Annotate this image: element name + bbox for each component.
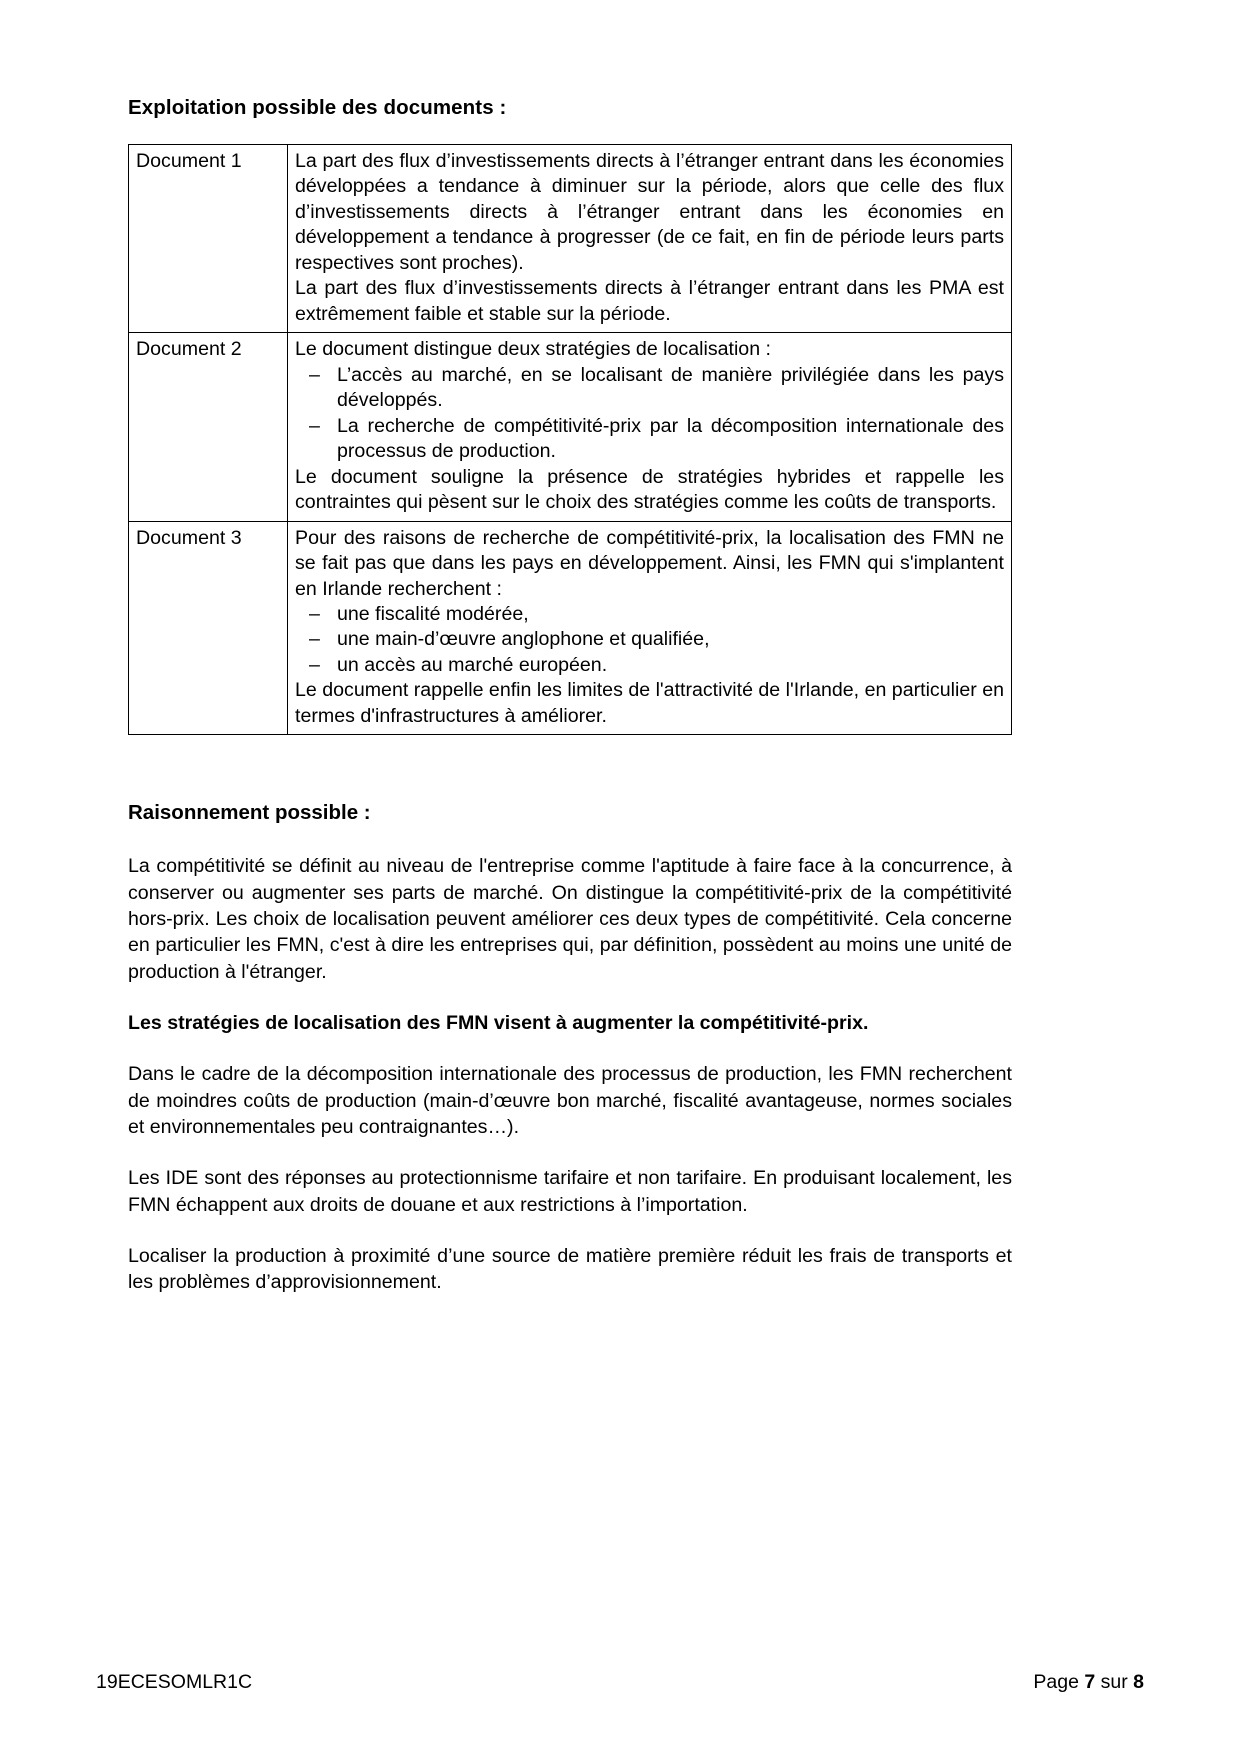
document-list: [295, 363, 1004, 465]
document-paragraph: La part des flux d’investissements directs à l’étranger entrant dans les économies développées a tendance à diminuer sur la période, alors que celle des flux d’investissements directs à l’étranger entrant dans les économies en développement a tendance à progresser (de ce fait, en fin de période leurs parts respectives sont proches).: [295, 150, 1004, 274]
footer-reference: 19ECESOMLR1C: [96, 1671, 253, 1693]
document-paragraph: Pour des raisons de recherche de compétitivité-prix, la localisation des FMN ne se fait pas que dans les pays en développement. Ainsi, les FMN qui s'implantent en Irlande recherchent :: [295, 526, 1004, 600]
footer-page-middle: sur: [1100, 1671, 1128, 1693]
documents-table: [128, 144, 1012, 735]
reasoning-intro: La compétitivité se définit au niveau de l'entreprise comme l'aptitude à faire face à la concurrence, à conserver ou augmenter ses parts de marché. On distingue la compétitivité-prix de la compétitivité hors-prix. Les choix de localisation peuvent améliorer ces deux types de compétitivité. Cela concerne en particulier les FMN, c'est à dire les entreprises qui, par définition, possèdent au moins une unité de production à l'étranger.: [128, 855, 1012, 983]
dash-bullet-icon: –: [309, 602, 320, 625]
footer-page-number: 7: [1084, 1671, 1096, 1693]
list-item-label: un accès au marché européen.: [337, 653, 608, 676]
reasoning-heading: Les stratégies de localisation des FMN visent à augmenter la compétitivité-prix.: [128, 1012, 869, 1035]
list-item-label: La recherche de compétitivité-prix par la décomposition internationale des processus de production.: [337, 414, 1004, 463]
document-label: Document 1: [129, 145, 288, 333]
reasoning-paragraph-2: Les IDE sont des réponses au protectionnisme tarifaire et non tarifaire. En produisant localement, les FMN échappent aux droits de douane et aux restrictions à l’importation.: [128, 1167, 1012, 1216]
spacer: [128, 985, 1012, 1010]
list-item-label: une main-d’œuvre anglophone et qualifiée,: [337, 628, 710, 651]
list-item: [295, 653, 1004, 678]
spacer: [128, 1218, 1012, 1243]
document-paragraph: Le document rappelle enfin les limites de l'attractivité de l'Irlande, en particulier en termes d'infrastructures à améliorer.: [295, 679, 1004, 727]
reasoning-paragraph-1: Dans le cadre de la décomposition internationale des processus de production, les FMN recherchent de moindres coûts de production (main-d’œuvre bon marché, fiscalité avantageuse, normes sociales et environnementales peu contraignantes…).: [128, 1063, 1012, 1139]
table-row: [129, 145, 1012, 333]
footer-page-total: 8: [1133, 1671, 1144, 1693]
list-item: [295, 414, 1004, 465]
document-body: [288, 333, 1012, 521]
document-paragraph: La part des flux d’investissements directs à l’étranger entrant dans les PMA est extrêmement faible et stable sur la période.: [295, 277, 1004, 325]
page-title: Exploitation possible des documents :: [128, 96, 507, 119]
footer-page-prefix: Page: [1033, 1671, 1079, 1693]
document-label: Document 2: [129, 333, 288, 521]
list-item: [295, 363, 1004, 414]
table-row: [129, 521, 1012, 735]
list-item: [295, 627, 1004, 652]
dash-bullet-icon: –: [309, 363, 320, 386]
list-item-label: L’accès au marché, en se localisant de manière privilégiée dans les pays développés.: [337, 363, 1004, 412]
footer-pagination: [1033, 1671, 1144, 1694]
list-item: [295, 602, 1004, 627]
dash-bullet-icon: –: [309, 653, 320, 676]
spacer: [128, 1036, 1012, 1061]
spacer: [128, 825, 1012, 853]
reasoning-paragraph-3: Localiser la production à proximité d’une source de matière première réduit les frais de transports et les problèmes d’approvisionnement.: [128, 1245, 1012, 1294]
document-body: [288, 145, 1012, 333]
document-list: [295, 602, 1004, 678]
table-row: [129, 333, 1012, 521]
spacer: [128, 1140, 1012, 1165]
page-content: [128, 96, 1012, 1296]
document-paragraph: Le document souligne la présence de stratégies hybrides et rappelle les contraintes qui pèsent sur le choix des stratégies comme les coûts de transports.: [295, 465, 1004, 514]
document-paragraph: Le document distingue deux stratégies de localisation :: [295, 338, 771, 361]
document-label: Document 3: [129, 521, 288, 735]
dash-bullet-icon: –: [309, 414, 320, 437]
list-item-label: une fiscalité modérée,: [337, 602, 529, 625]
reasoning-title: Raisonnement possible :: [128, 801, 371, 825]
dash-bullet-icon: –: [309, 628, 320, 651]
spacer: [128, 735, 1012, 801]
page-footer: [96, 1671, 1144, 1694]
document-body: [288, 521, 1012, 735]
